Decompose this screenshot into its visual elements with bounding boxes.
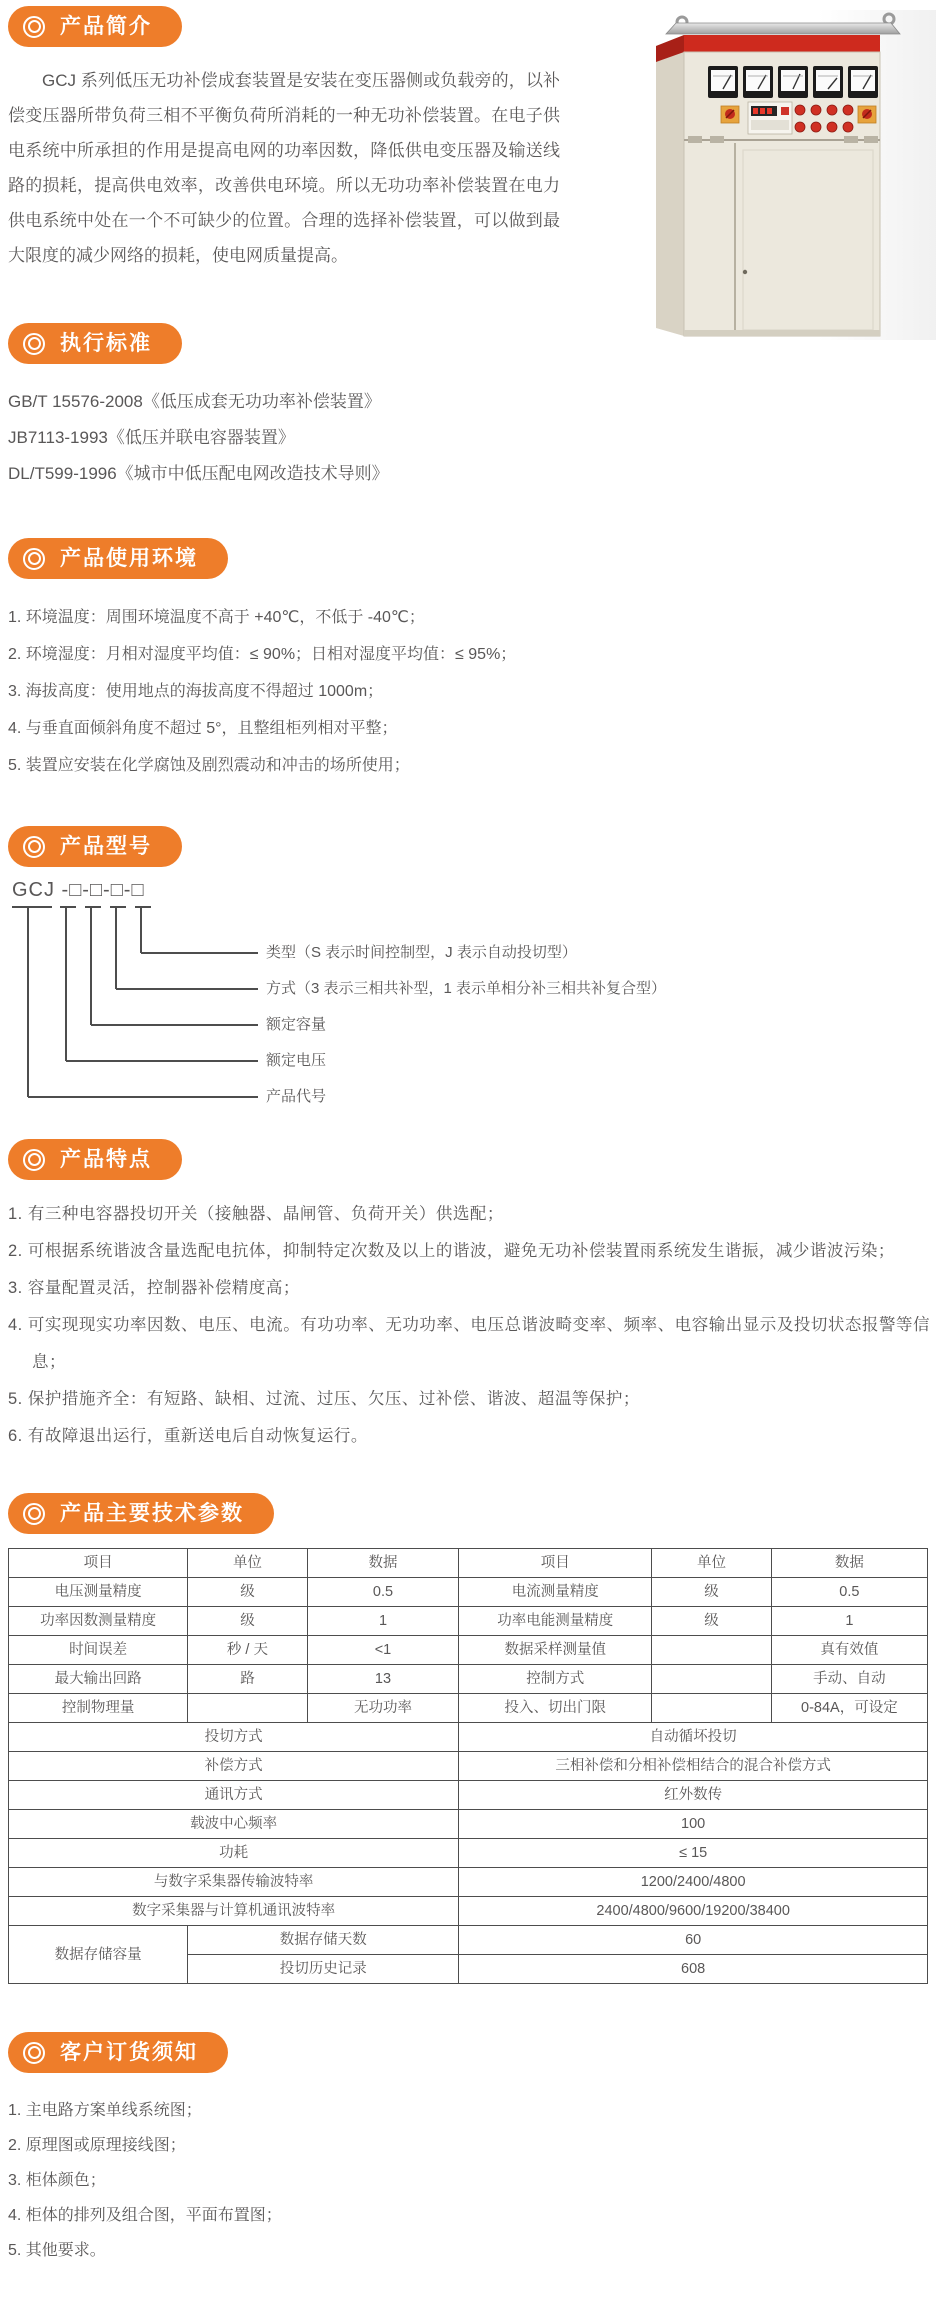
standards-section	[8, 323, 928, 492]
section-title: 产品特点	[60, 1148, 152, 1171]
note-item: 5. 其他要求。	[8, 2242, 106, 2259]
section-title: 产品简介	[60, 15, 152, 38]
section-header-params	[8, 1493, 274, 1534]
table-row: 时间误差 秒 / 天 <1 数据采样测量值 真有效值	[9, 1636, 928, 1665]
model-label-voltage: 额定电压	[266, 1052, 327, 1069]
standard-item: GB/T 15576-2008《低压成套无功功率补偿装置》	[8, 392, 381, 411]
note-item: 4. 柜体的排列及组合图，平面布置图；	[8, 2207, 282, 2224]
double-circle-icon	[23, 548, 45, 570]
params-table	[8, 1548, 928, 1984]
environment-item: 2. 环境湿度：月相对湿度平均值：≤ 90%；日相对湿度平均值：≤ 95%；	[8, 646, 517, 663]
table-row-storage: 投切历史记录 608	[9, 1955, 928, 1984]
model-code: GCJ -□-□-□-□	[12, 879, 145, 901]
feature-item: 3. 容量配置灵活，控制器补偿精度高；	[8, 1279, 300, 1297]
model-section	[8, 826, 928, 1115]
section-title: 产品主要技术参数	[60, 1502, 244, 1525]
table-row-merged: 载波中心频率 100	[9, 1810, 928, 1839]
note-item: 2. 原理图或原理接线图；	[8, 2137, 186, 2154]
note-item: 1. 主电路方案单线系统图；	[8, 2102, 202, 2119]
environment-item: 3. 海拔高度：使用地点的海拔高度不得超过 1000m；	[8, 683, 384, 700]
table-row: 最大输出回路 路 13 控制方式 手动、自动	[9, 1665, 928, 1694]
double-circle-icon	[23, 836, 45, 858]
section-header-notes	[8, 2032, 228, 2073]
notes-section	[8, 2032, 928, 2268]
model-label-product-code: 产品代号	[266, 1088, 327, 1105]
table-header-row: 项目 单位 数据 项目 单位 数据	[9, 1549, 928, 1578]
double-circle-icon	[23, 1503, 45, 1525]
feature-item: 2. 可根据系统谐波含量选配电抗体，抑制特定次数及以上的谐波，避免无功补偿装置雨系统发生谐振，减少谐波污染；	[8, 1242, 895, 1260]
section-header-standards	[8, 323, 182, 364]
environment-item: 4. 与垂直面倾斜角度不超过 5°，且整组柜列相对平整；	[8, 720, 398, 737]
compensation-cabinet-image	[648, 10, 936, 340]
section-header-model	[8, 826, 182, 867]
table-row: 控制物理量 无功功率 投入、切出门限 0-84A，可设定	[9, 1694, 928, 1723]
table-row-storage: 数据存储容量 数据存储天数 60	[9, 1926, 928, 1955]
section-title: 产品使用环境	[60, 547, 198, 570]
double-circle-icon	[23, 333, 45, 355]
section-header-environment	[8, 538, 228, 579]
environment-section	[8, 538, 928, 784]
model-label-type: 类型（S 表示时间控制型，J 表示自动投切型）	[266, 944, 577, 961]
product-photo	[648, 10, 936, 340]
section-title: 执行标准	[60, 332, 152, 355]
feature-item: 5. 保护措施齐全：有短路、缺相、过流、过压、欠压、过补偿、谐波、超温等保护；	[8, 1390, 640, 1408]
table-row: 功率因数测量精度 级 1 功率电能测量精度 级 1	[9, 1607, 928, 1636]
section-header-features	[8, 1139, 182, 1180]
section-title: 产品型号	[60, 835, 152, 858]
section-title: 客户订货须知	[60, 2041, 198, 2064]
environment-item: 1. 环境温度：周围环境温度不高于 +40℃，不低于 -40℃；	[8, 609, 425, 626]
double-circle-icon	[23, 16, 45, 38]
model-diagram-lines	[8, 877, 288, 1115]
params-section	[8, 1493, 928, 1984]
table-row-merged: 数字采集器与计算机通讯波特率 2400/4800/9600/19200/38400	[9, 1897, 928, 1926]
table-row-merged: 补偿方式 三相补偿和分相补偿相结合的混合补偿方式	[9, 1752, 928, 1781]
intro-paragraph: GCJ 系列低压无功补偿成套装置是安装在变压器侧或负载旁的，以补偿变压器所带负荷三相不平衡负荷所消耗的一种无功补偿装置。在电子供电系统中所承担的作用是提高电网的功率因数，降低供电变压器及输送线路的损耗，提高供电效率，改善供电环境。所以无功功率补偿装置在电力供电系统中处在一个不可缺少的位置。合理的选择补偿装置，可以做到最大限度的减少网络的损耗，使电网质量提高。	[8, 71, 560, 265]
table-row-merged: 投切方式 自动循坏投切	[9, 1723, 928, 1752]
table-row-merged: 功耗 ≤ 15	[9, 1839, 928, 1868]
feature-item: 1. 有三种电容器投切开关（接触器、晶闸管、负荷开关）供选配；	[8, 1205, 504, 1223]
features-section	[8, 1139, 928, 1455]
model-label-mode: 方式（3 表示三相共补型，1 表示单相分补三相共补复合型）	[266, 980, 667, 997]
table-row: 电压测量精度 级 0.5 电流测量精度 级 0.5	[9, 1578, 928, 1607]
feature-item: 4. 可实现现实功率因数、电压、电流。有功功率、无功功率、电压总谐波畸变率、频率、电容输出显示及投切状态报警等信息；	[8, 1316, 930, 1371]
model-code-diagram	[8, 877, 928, 1115]
feature-item: 6. 有故障退出运行，重新送电后自动恢复运行。	[8, 1427, 368, 1445]
environment-item: 5. 装置应安装在化学腐蚀及剧烈震动和冲击的场所使用；	[8, 757, 410, 774]
table-row-merged: 与数字采集器传输波特率 1200/2400/4800	[9, 1868, 928, 1897]
double-circle-icon	[23, 2042, 45, 2064]
standard-item: JB7113-1993《低压并联电容器装置》	[8, 428, 295, 447]
model-label-capacity: 额定容量	[266, 1016, 327, 1033]
note-item: 3. 柜体颜色；	[8, 2172, 106, 2189]
analog-meters	[708, 66, 878, 98]
table-row-merged: 通讯方式 红外数传	[9, 1781, 928, 1810]
standard-item: DL/T599-1996《城市中低压配电网改造技术导则》	[8, 464, 389, 483]
section-header-intro	[8, 6, 182, 47]
double-circle-icon	[23, 1149, 45, 1171]
